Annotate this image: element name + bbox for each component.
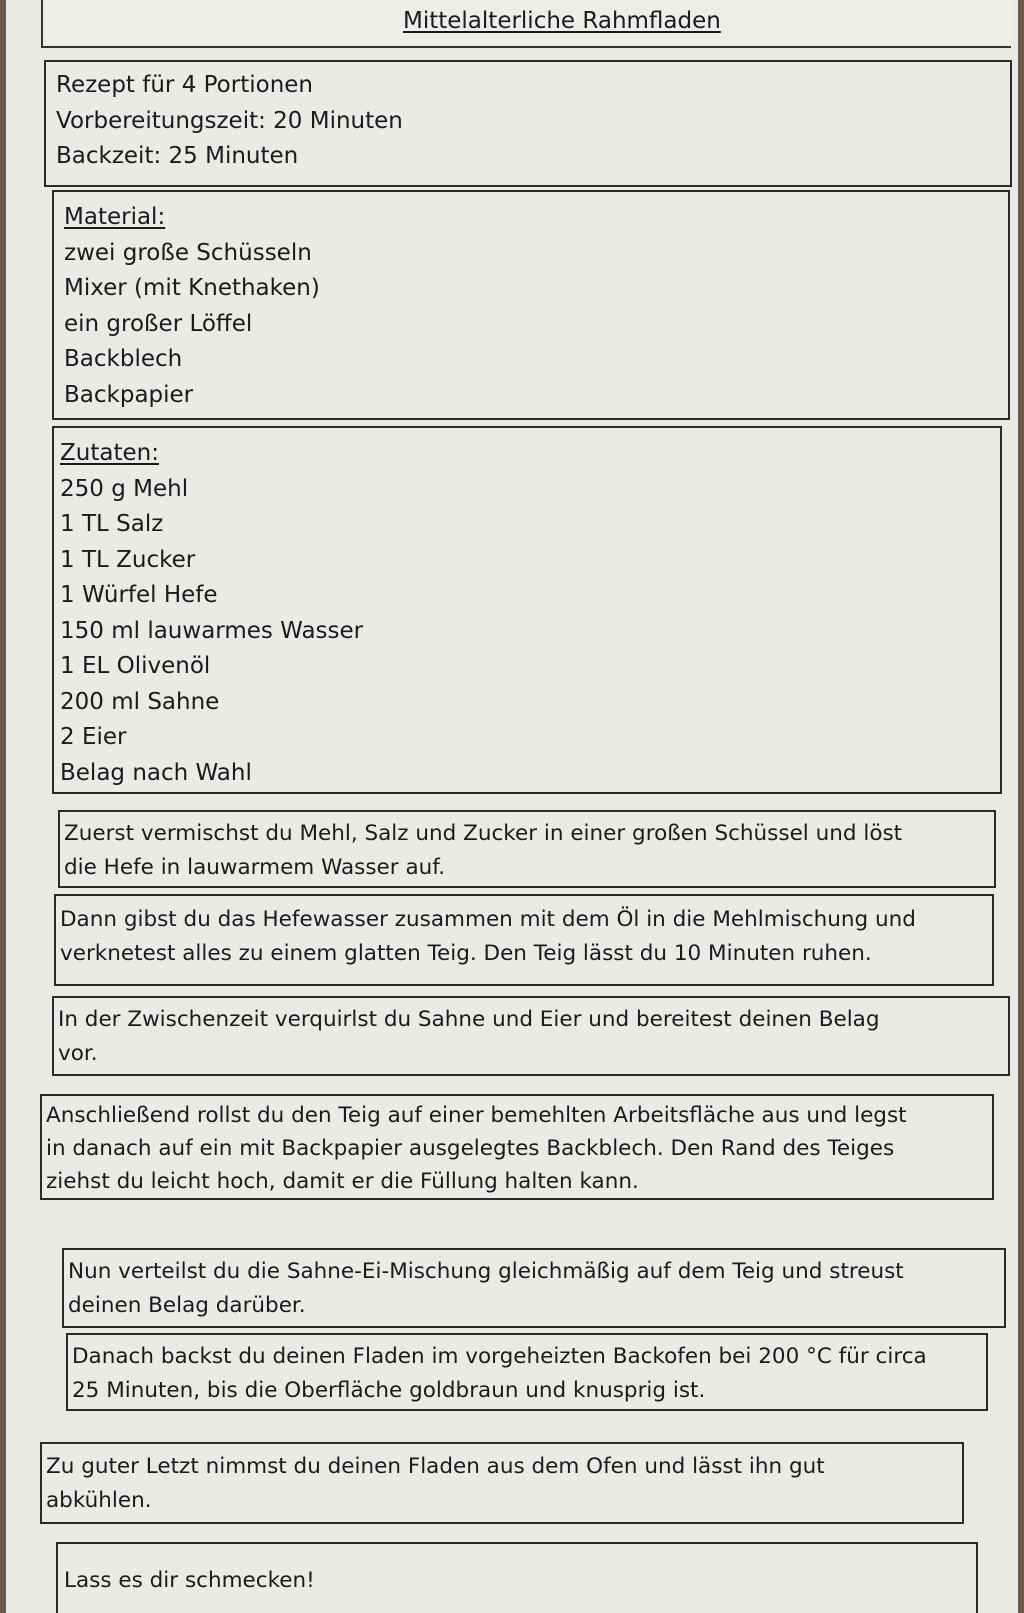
step-5-box: [62, 1248, 1006, 1328]
step-text-line: ziehst du leicht hoch, damit er die Füllung halten kann.: [46, 1169, 639, 1194]
closing-text: Lass es dir schmecken!: [64, 1568, 315, 1593]
zutaten-item: 250 g Mehl: [60, 475, 189, 502]
step-text-line: die Hefe in lauwarmem Wasser auf.: [64, 855, 446, 880]
portions-text: Rezept für 4 Portionen: [56, 72, 313, 98]
prep-time-text: Vorbereitungszeit: 20 Minuten: [56, 107, 403, 134]
step-6-box: [66, 1333, 988, 1411]
zutaten-item: 2 Eier: [60, 724, 127, 750]
step-text-line: Zu guter Letzt nimmst du deinen Fladen aus dem Ofen und lässt ihn gut: [46, 1454, 825, 1479]
step-4-box: [40, 1094, 994, 1200]
step-text-line: Dann gibst du das Hefewasser zusammen mit dem Öl in die Mehlmischung und: [60, 907, 916, 932]
material-item: zwei große Schüsseln: [64, 239, 312, 266]
recipe-sheet: [6, 0, 1018, 1613]
step-3-box: [52, 996, 1010, 1076]
step-text-line: abkühlen.: [46, 1488, 152, 1513]
step-2-box: [54, 894, 994, 986]
zutaten-item: 1 EL Olivenöl: [60, 653, 211, 679]
title-strip: [41, 0, 1011, 48]
step-text-line: Zuerst vermischst du Mehl, Salz und Zucker in einer großen Schüssel und löst: [64, 821, 903, 846]
material-item: ein großer Löffel: [64, 310, 253, 337]
step-text-line: 25 Minuten, bis die Oberfläche goldbraun und knusprig ist.: [72, 1378, 706, 1403]
zutaten-box: [52, 426, 1002, 794]
zutaten-item: 1 Würfel Hefe: [60, 582, 218, 608]
material-heading: Material:: [64, 204, 166, 230]
material-item: Backblech: [64, 346, 183, 372]
material-item: Backpapier: [64, 381, 194, 408]
bake-time-text: Backzeit: 25 Minuten: [56, 143, 299, 169]
step-text-line: In der Zwischenzeit verquirlst du Sahne und Eier und bereitest deinen Belag: [58, 1007, 880, 1032]
step-text-line: Nun verteilst du die Sahne-Ei-Mischung gleichmäßig auf dem Teig und streust: [68, 1259, 904, 1284]
step-text-line: vor.: [58, 1041, 98, 1066]
closing-box: [56, 1542, 978, 1613]
step-7-box: [40, 1442, 964, 1524]
material-box: [52, 190, 1010, 420]
zutaten-heading: Zutaten:: [60, 440, 159, 466]
step-text-line: in danach auf ein mit Backpapier ausgelegtes Backblech. Den Rand des Teiges: [46, 1136, 895, 1161]
step-text-line: verknetest alles zu einem glatten Teig. Den Teig lässt du 10 Minuten ruhen.: [60, 941, 872, 966]
info-box: [44, 60, 1012, 187]
step-1-box: [58, 810, 996, 888]
zutaten-item: 1 TL Zucker: [60, 546, 196, 573]
zutaten-item: Belag nach Wahl: [60, 759, 252, 786]
material-item: Mixer (mit Knethaken): [64, 275, 320, 301]
zutaten-item: 150 ml lauwarmes Wasser: [60, 617, 364, 644]
page-title: Mittelalterliche Rahmfladen: [403, 8, 721, 34]
step-text-line: Anschließend rollst du den Teig auf einer bemehlten Arbeitsfläche aus und legst: [46, 1103, 907, 1128]
step-text-line: Danach backst du deinen Fladen im vorgeheizten Backofen bei 200 °C für circa: [72, 1344, 927, 1369]
zutaten-item: 200 ml Sahne: [60, 688, 220, 715]
zutaten-item: 1 TL Salz: [60, 511, 164, 537]
step-text-line: deinen Belag darüber.: [68, 1293, 306, 1318]
